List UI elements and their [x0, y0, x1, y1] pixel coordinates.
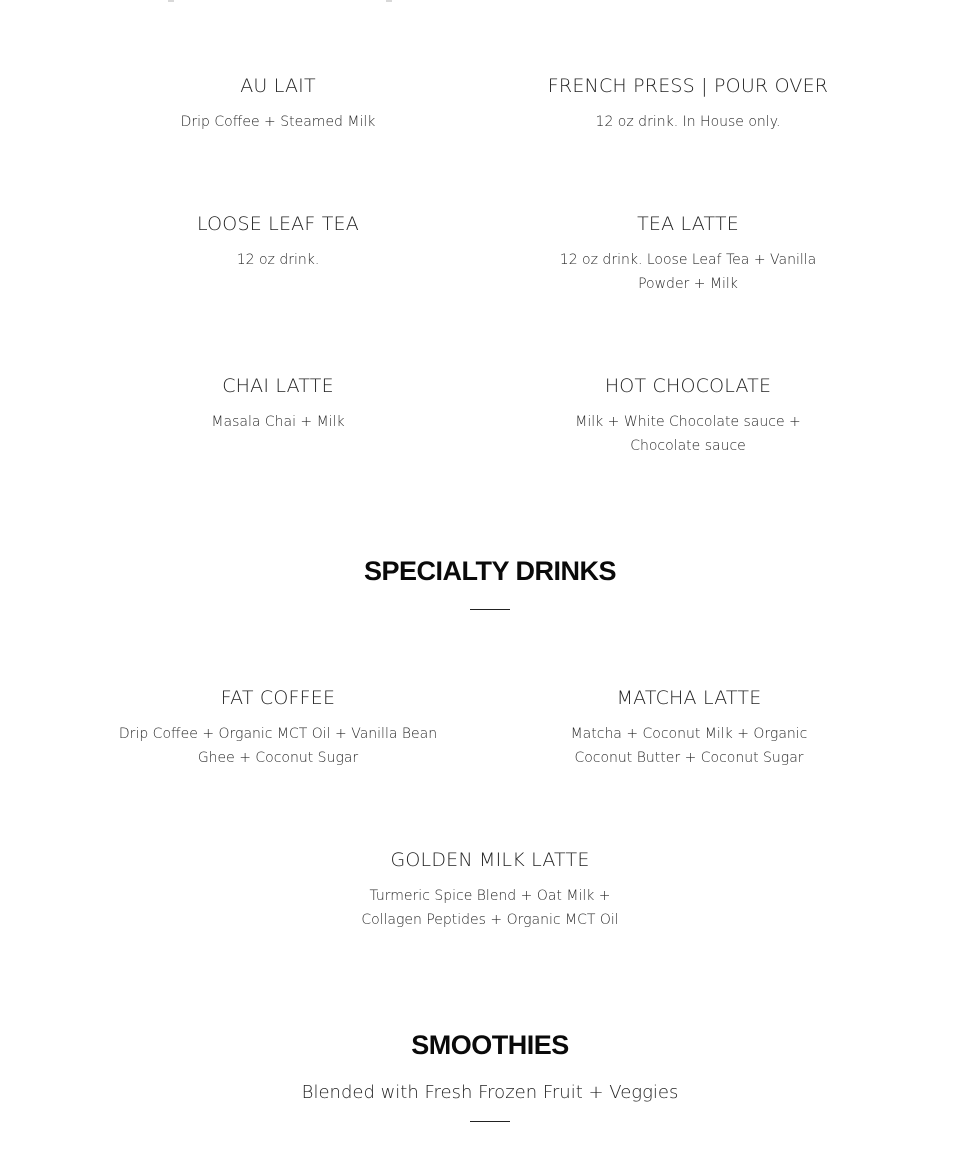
section-divider — [470, 1121, 510, 1122]
menu-item-hot-chocolate — [548, 374, 828, 458]
section-divider — [470, 609, 510, 610]
menu-item-loose-leaf-tea — [118, 212, 438, 272]
menu-item-title: MATCHA LATTE — [616, 687, 762, 709]
section-heading-smoothies: SMOOTHIES — [411, 1030, 569, 1060]
menu-item-title: AU LAIT — [240, 75, 316, 97]
menu-item-title: CHAI LATTE — [222, 375, 334, 397]
section-heading-specialty: SPECIALTY DRINKS — [363, 556, 617, 586]
menu-item-description: 12 oz drink. Loose Leaf Tea + Vanilla Powder + Milk — [559, 252, 817, 292]
menu-item-fat-coffee — [118, 686, 438, 770]
menu-item-tea-latte — [538, 212, 838, 296]
menu-item-french-press — [528, 74, 848, 134]
menu-item-description: Drip Coffee + Steamed Milk — [180, 114, 376, 130]
menu-item-description: Turmeric Spice Blend + Oat Milk + Collagen Peptides + Organic MCT Oil — [361, 888, 619, 928]
menu-item-description: 12 oz drink. — [236, 252, 320, 268]
menu-item-title: FAT COFFEE — [220, 687, 336, 709]
menu-item-title: GOLDEN MILK LATTE — [390, 849, 590, 871]
menu-item-title: LOOSE LEAF TEA — [197, 213, 359, 235]
menu-item-title: TEA LATTE — [637, 213, 739, 235]
menu-item-description: Milk + White Chocolate sauce + Chocolate sauce — [575, 414, 801, 454]
menu-item-description: 12 oz drink. In House only. — [595, 114, 781, 130]
menu-item-title: FRENCH PRESS | POUR OVER — [547, 75, 829, 97]
menu-item-golden-milk-latte — [345, 848, 635, 932]
menu-item-matcha-latte — [548, 686, 830, 770]
menu-item-au-lait — [118, 74, 438, 134]
menu-item-chai-latte — [118, 374, 438, 434]
section-subheading-smoothies: Blended with Fresh Frozen Fruit + Veggies — [301, 1082, 679, 1103]
menu-item-description: Masala Chai + Milk — [211, 414, 345, 430]
menu-item-title: HOT CHOCOLATE — [604, 375, 772, 397]
menu-item-description: Matcha + Coconut Milk + Organic Coconut Butter + Coconut Sugar — [570, 726, 808, 766]
previous-section-edge — [0, 0, 966, 4]
menu-item-description: Drip Coffee + Organic MCT Oil + Vanilla Bean Ghee + Coconut Sugar — [118, 726, 438, 766]
